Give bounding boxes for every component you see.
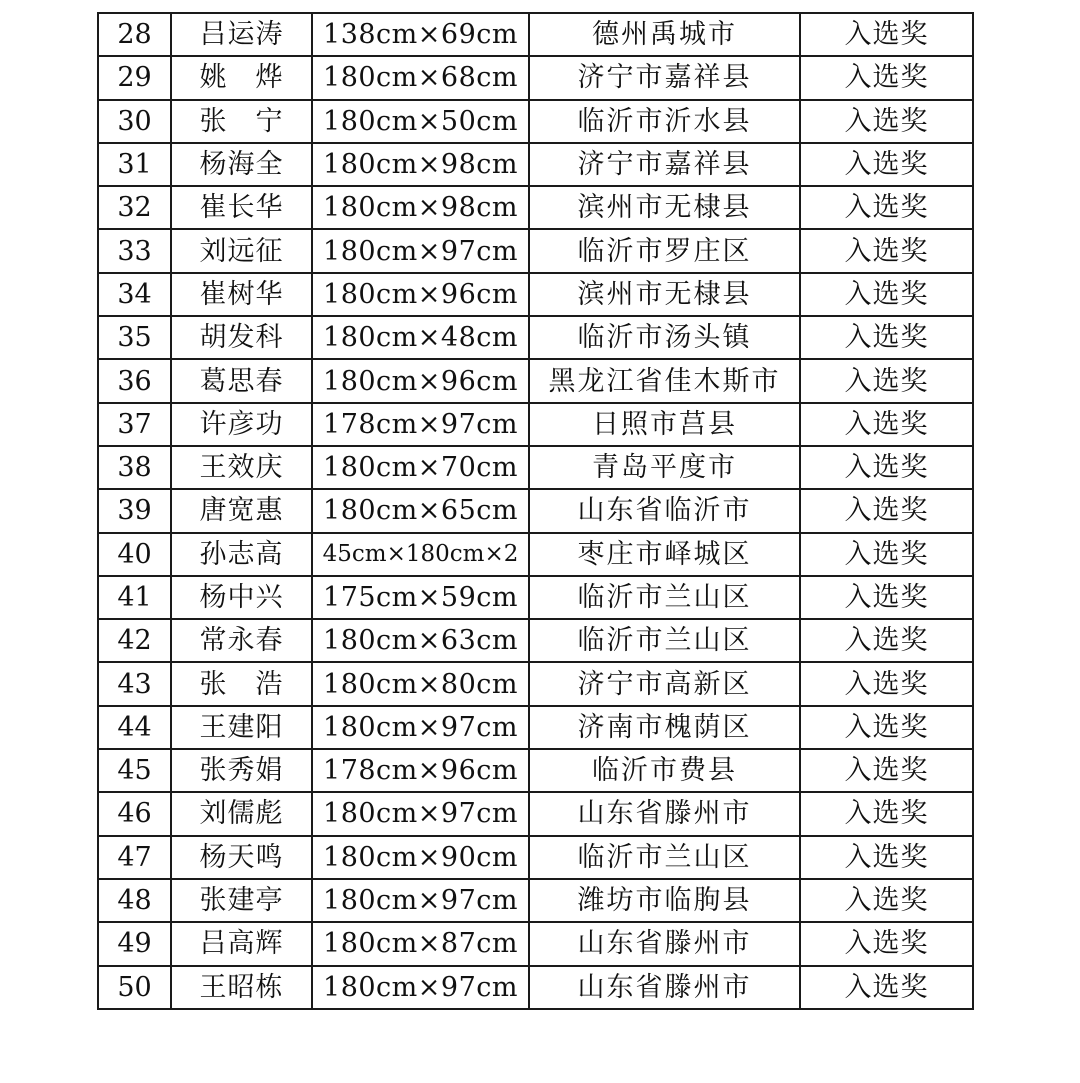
award-level: 入选奖: [800, 706, 973, 749]
award-level: 入选奖: [800, 186, 973, 229]
row-number: 39: [98, 489, 171, 532]
artist-name: 吕高辉: [171, 922, 312, 965]
artist-name: 崔长华: [171, 186, 312, 229]
artist-name: 许彦功: [171, 403, 312, 446]
row-number: 35: [98, 316, 171, 359]
artist-location: 济南市槐荫区: [529, 706, 800, 749]
artist-name: 吕运涛: [171, 13, 312, 56]
table-row: [98, 662, 973, 705]
award-level: 入选奖: [800, 879, 973, 922]
work-size: 175cm×59cm: [312, 576, 529, 619]
artist-location: 济宁市高新区: [529, 662, 800, 705]
artist-name: 常永春: [171, 619, 312, 662]
work-size: 180cm×98cm: [312, 186, 529, 229]
row-number: 45: [98, 749, 171, 792]
artist-location: 山东省临沂市: [529, 489, 800, 532]
artist-name: 张 浩: [171, 662, 312, 705]
row-number: 32: [98, 186, 171, 229]
award-level: 入选奖: [800, 922, 973, 965]
table-row: [98, 922, 973, 965]
table-row: [98, 100, 973, 143]
row-number: 43: [98, 662, 171, 705]
artist-location: 临沂市罗庄区: [529, 229, 800, 272]
row-number: 47: [98, 836, 171, 879]
artist-name: 张秀娟: [171, 749, 312, 792]
artist-location: 济宁市嘉祥县: [529, 143, 800, 186]
artist-name: 刘远征: [171, 229, 312, 272]
artist-location: 临沂市兰山区: [529, 619, 800, 662]
award-level: 入选奖: [800, 100, 973, 143]
row-number: 34: [98, 273, 171, 316]
artist-name: 姚 烨: [171, 56, 312, 99]
artist-location: 临沂市兰山区: [529, 576, 800, 619]
table-row: [98, 273, 973, 316]
row-number: 37: [98, 403, 171, 446]
table-row: [98, 186, 973, 229]
work-size: 138cm×69cm: [312, 13, 529, 56]
award-table: [97, 12, 974, 1010]
award-level: 入选奖: [800, 359, 973, 402]
artist-location: 青岛平度市: [529, 446, 800, 489]
artist-location: 济宁市嘉祥县: [529, 56, 800, 99]
work-size: 178cm×97cm: [312, 403, 529, 446]
award-level: 入选奖: [800, 533, 973, 576]
artist-name: 王建阳: [171, 706, 312, 749]
artist-location: 滨州市无棣县: [529, 186, 800, 229]
work-size: 180cm×90cm: [312, 836, 529, 879]
artist-name: 王效庆: [171, 446, 312, 489]
table-row: [98, 143, 973, 186]
award-level: 入选奖: [800, 576, 973, 619]
artist-name: 崔树华: [171, 273, 312, 316]
work-size: 180cm×98cm: [312, 143, 529, 186]
award-level: 入选奖: [800, 143, 973, 186]
work-size: 180cm×97cm: [312, 229, 529, 272]
artist-name: 杨天鸣: [171, 836, 312, 879]
row-number: 42: [98, 619, 171, 662]
table-row: [98, 316, 973, 359]
award-level: 入选奖: [800, 662, 973, 705]
artist-location: 山东省滕州市: [529, 922, 800, 965]
table-row: [98, 619, 973, 662]
table-row: [98, 359, 973, 402]
row-number: 28: [98, 13, 171, 56]
work-size: 180cm×87cm: [312, 922, 529, 965]
award-level: 入选奖: [800, 619, 973, 662]
artist-name: 孙志高: [171, 533, 312, 576]
award-level: 入选奖: [800, 749, 973, 792]
work-size: 180cm×65cm: [312, 489, 529, 532]
artist-location: 德州禹城市: [529, 13, 800, 56]
artist-location: 山东省滕州市: [529, 966, 800, 1009]
work-size: 180cm×97cm: [312, 966, 529, 1009]
artist-location: 临沂市费县: [529, 749, 800, 792]
table-row: [98, 749, 973, 792]
artist-location: 黑龙江省佳木斯市: [529, 359, 800, 402]
row-number: 33: [98, 229, 171, 272]
artist-name: 王昭栋: [171, 966, 312, 1009]
artist-name: 杨中兴: [171, 576, 312, 619]
work-size: 180cm×80cm: [312, 662, 529, 705]
artist-name: 张建亭: [171, 879, 312, 922]
row-number: 36: [98, 359, 171, 402]
table-row: [98, 403, 973, 446]
artist-location: 山东省滕州市: [529, 792, 800, 835]
artist-location: 枣庄市峄城区: [529, 533, 800, 576]
table-row: [98, 879, 973, 922]
work-size: 178cm×96cm: [312, 749, 529, 792]
table-row: [98, 836, 973, 879]
table-row: [98, 576, 973, 619]
artist-location: 日照市莒县: [529, 403, 800, 446]
row-number: 50: [98, 966, 171, 1009]
work-size: 180cm×70cm: [312, 446, 529, 489]
row-number: 29: [98, 56, 171, 99]
award-table-body: [98, 13, 973, 1009]
table-row: [98, 56, 973, 99]
artist-name: 唐宽惠: [171, 489, 312, 532]
award-level: 入选奖: [800, 446, 973, 489]
artist-location: 滨州市无棣县: [529, 273, 800, 316]
work-size: 180cm×97cm: [312, 706, 529, 749]
work-size: 180cm×63cm: [312, 619, 529, 662]
row-number: 48: [98, 879, 171, 922]
artist-name: 张 宁: [171, 100, 312, 143]
artist-name: 葛思春: [171, 359, 312, 402]
award-level: 入选奖: [800, 229, 973, 272]
row-number: 40: [98, 533, 171, 576]
row-number: 38: [98, 446, 171, 489]
row-number: 49: [98, 922, 171, 965]
award-level: 入选奖: [800, 489, 973, 532]
table-row: [98, 966, 973, 1009]
work-size: 180cm×97cm: [312, 879, 529, 922]
row-number: 46: [98, 792, 171, 835]
artist-name: 杨海全: [171, 143, 312, 186]
table-row: [98, 446, 973, 489]
artist-location: 潍坊市临朐县: [529, 879, 800, 922]
table-row: [98, 792, 973, 835]
award-level: 入选奖: [800, 273, 973, 316]
work-size: 180cm×50cm: [312, 100, 529, 143]
award-level: 入选奖: [800, 56, 973, 99]
award-level: 入选奖: [800, 836, 973, 879]
work-size: 180cm×96cm: [312, 359, 529, 402]
award-level: 入选奖: [800, 792, 973, 835]
award-level: 入选奖: [800, 316, 973, 359]
award-list-sheet: [97, 12, 972, 1010]
artist-name: 刘儒彪: [171, 792, 312, 835]
artist-location: 临沂市沂水县: [529, 100, 800, 143]
artist-name: 胡发科: [171, 316, 312, 359]
work-size: 180cm×48cm: [312, 316, 529, 359]
row-number: 31: [98, 143, 171, 186]
work-size: 180cm×68cm: [312, 56, 529, 99]
award-level: 入选奖: [800, 403, 973, 446]
table-row: [98, 706, 973, 749]
work-size: 180cm×96cm: [312, 273, 529, 316]
award-level: 入选奖: [800, 966, 973, 1009]
work-size: 45cm×180cm×2: [312, 533, 529, 576]
row-number: 41: [98, 576, 171, 619]
artist-location: 临沂市兰山区: [529, 836, 800, 879]
table-row: [98, 229, 973, 272]
table-row: [98, 13, 973, 56]
artist-location: 临沂市汤头镇: [529, 316, 800, 359]
table-row: [98, 533, 973, 576]
award-level: 入选奖: [800, 13, 973, 56]
row-number: 44: [98, 706, 171, 749]
table-row: [98, 489, 973, 532]
row-number: 30: [98, 100, 171, 143]
work-size: 180cm×97cm: [312, 792, 529, 835]
